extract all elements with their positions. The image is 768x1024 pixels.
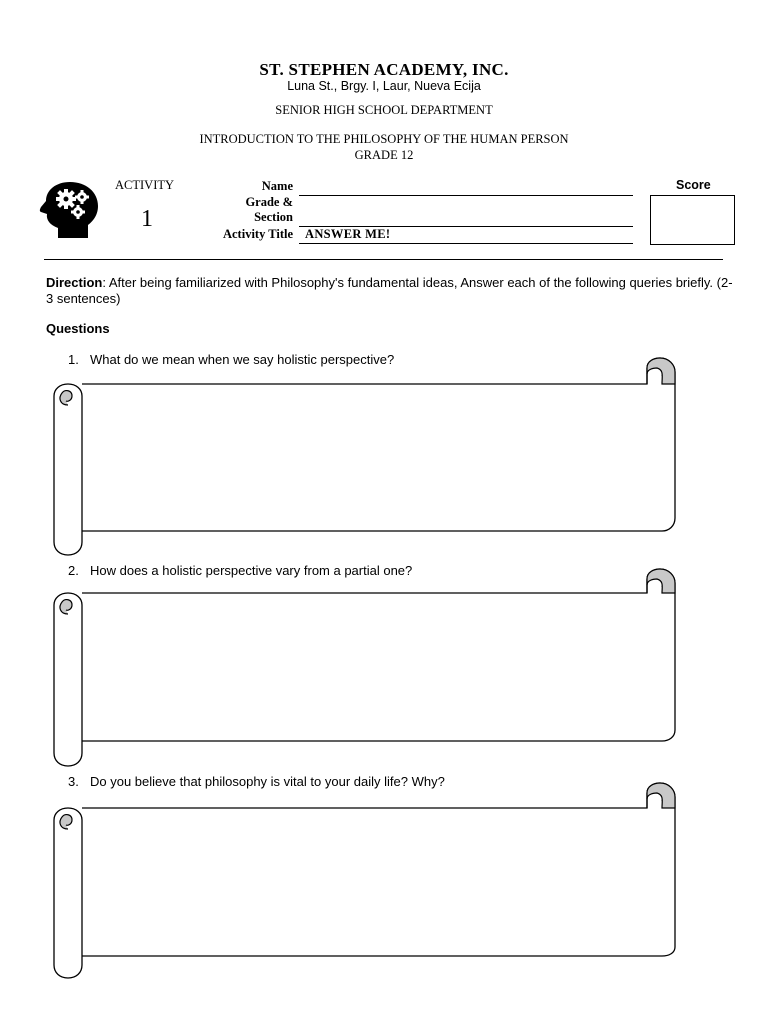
school-name: ST. STEPHEN ACADEMY, INC. — [259, 60, 509, 79]
activity-title-label: Activity Title — [222, 227, 293, 241]
activity-title-value: ANSWER ME! — [305, 227, 391, 241]
header-divider — [44, 259, 723, 260]
score-box[interactable] — [650, 195, 735, 245]
questions-heading: Questions — [46, 321, 110, 336]
direction-label: Direction — [46, 275, 103, 290]
question-number: 2. — [68, 563, 79, 578]
answer-scroll-2[interactable] — [50, 567, 680, 769]
grade-section-label — [180, 195, 293, 225]
question-text: What do we mean when we say holistic perspective? — [90, 352, 395, 367]
grade-level: GRADE 12 — [354, 148, 414, 162]
score-label: Score — [676, 178, 711, 192]
direction-text — [46, 275, 736, 307]
answer-scroll-1[interactable] — [50, 356, 680, 558]
direction-body: : After being familiarized with Philosophy's fundamental ideas, Answer each of the following queries briefly. (2-3 sentences) — [46, 275, 733, 306]
school-address: Luna St., Brgy. I, Laur, Nueva Ecija — [287, 79, 481, 93]
name-field[interactable] — [299, 195, 633, 196]
answer-scroll-3[interactable] — [50, 781, 680, 981]
name-label: Name — [261, 179, 293, 193]
grade-section-label-line1: Grade & — [245, 195, 293, 209]
question-number: 3. — [68, 774, 79, 789]
activity-number: 1 — [141, 206, 153, 232]
question-number: 1. — [68, 352, 79, 367]
head-gears-icon — [38, 180, 102, 240]
subject-title: INTRODUCTION TO THE PHILOSOPHY OF THE HUMAN PERSON — [199, 132, 569, 146]
department: SENIOR HIGH SCHOOL DEPARTMENT — [275, 103, 493, 117]
activity-label: ACTIVITY — [115, 178, 175, 192]
grade-section-label-line2: Section — [254, 210, 293, 224]
question-text: Do you believe that philosophy is vital to your daily life? Why? — [90, 774, 445, 789]
activity-title-field[interactable] — [299, 227, 633, 244]
question-text: How does a holistic perspective vary from a partial one? — [90, 563, 413, 578]
